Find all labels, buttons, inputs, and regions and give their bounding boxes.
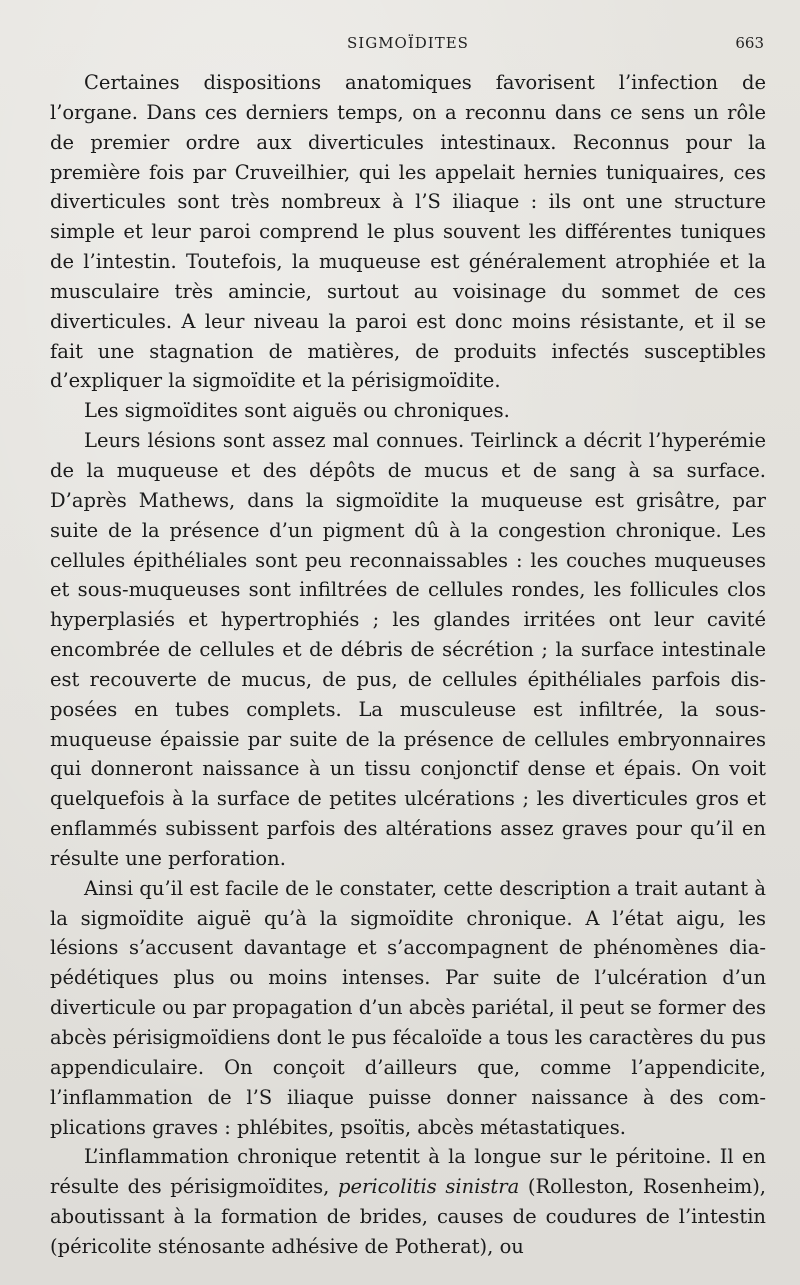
- paragraph-etat-aigu: Ainsi qu’il est facile de le constater, cette description a trait autant à la sigmoïdite aiguë qu’à la sigmoïdite chronique. A l’état aigu, les lésions s’accusent davantage et s’accompagnent de phénomènes diapédétiques plus ou moins intenses. Par suite de l’ulcération d’un diverticule ou par propagation d’un abcès pariétal, il peut se former des abcès périsigmoïdiens dont le pus fécaloïde a tous les caractères du pus appendiculaire. On conçoit d’ailleurs que, comme l’appendicite, l’inflammation de l’S iliaque puisse donner naissance à des complications graves : phlébites, psoïtis, abcès métastatiques.: [50, 876, 766, 1139]
- body-text: [50, 68, 766, 1262]
- paragraph-infection-diverticules: Certaines dispositions anatomiques favorisent l’infection de l’organe. Dans ces derniers temps, on a reconnu dans ce sens un rôle de premier ordre aux diverticules intestinaux. Reconnus pour la première fois par Cruveilhier, qui les appelait hernies tuniquaires, ces diverticules sont très nombreux à l’S iliaque : ils ont une structure simple et leur paroi comprend le plus souvent les différentes tuniques de l’intestin. Toutefois, la muqueuse est généralement atrophiée et la musculaire très amincie, surtout au voisinage du sommet de ces diverticules. A leur niveau la paroi est donc moins résistante, et il se fait une stagnation de matières, de produits infectés susceptibles d’expliquer la sigmoïdite et la périsigmoïdite.: [50, 71, 766, 393]
- paragraph-aigues-chroniques: Les sigmoïdites sont aiguës ou chroniques.: [84, 399, 510, 423]
- paragraph-text-start: L’inflammation chronique retentit à la longue sur le péritoine. Il en résulte des périsigmoïdites,: [50, 1145, 766, 1199]
- paragraph-lesions: Leurs lésions sont assez mal connues. Teirlinck a décrit l’hyperémie de la muqueuse et des dépôts de mucus et de sang à sa surface. D’après Mathews, dans la sigmoïdite la muqueuse est grisâtre, par suite de la présence d’un pigment dû à la congestion chronique. Les cellules épithéliales sont peu reconnaissables : les couches muqueuses et sous-muqueuses sont infiltrées de cellules rondes, les follicules clos hyperplasiés et hypertrophiés ; les glandes irritées ont leur cavité encombrée de cellules et de débris de sécrétion ; la surface intestinale est recouverte de mucus, de pus, de cellules épithéliales parfois disposées en tubes complets. La musculeuse est infiltrée, la sous-muqueuse épaissie par suite de la présence de cellules embryonnaires qui donneront naissance à un tissu conjonctif dense et épais. On voit quelquefois à la surface de petites ulcérations ; les diverticules gros et enflammés subissent parfois des altérations assez graves pour qu’il en résulte une perforation.: [50, 429, 766, 870]
- running-head: [52, 34, 764, 58]
- page-number: 663: [735, 34, 764, 52]
- paragraph-text-end: (Rolleston, Rosenheim), aboutissant à la formation de brides, causes de coudures de l’intestin (péricolite sténosante adhésive de Potherat), ou: [50, 1175, 766, 1258]
- paragraph-inflammation-chronique: [50, 1142, 766, 1261]
- italic-term: pericolitis sinistra: [337, 1175, 520, 1199]
- running-title: SIGMOÏDITES: [347, 34, 469, 52]
